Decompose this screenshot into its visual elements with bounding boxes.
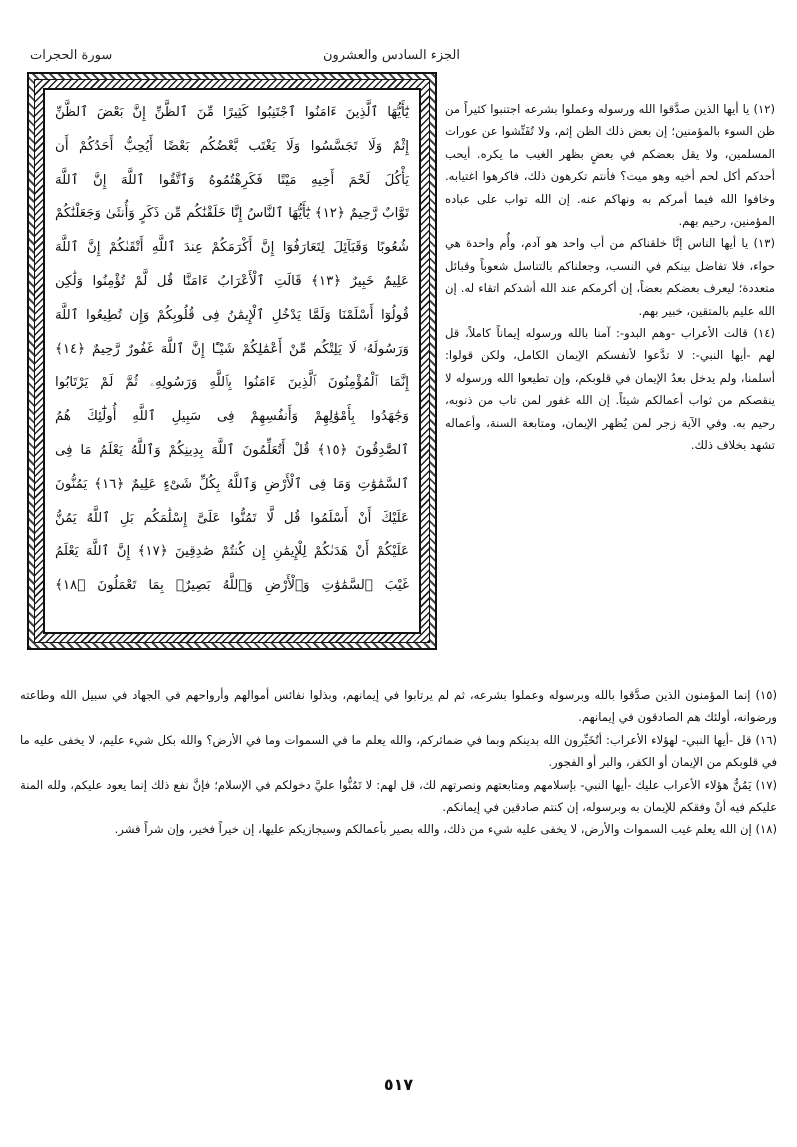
tafsir-paragraph: (١٤) قالت الأعراب -وهم البدو-: آمنا بالله ورسوله إيماناً كاملاً، قل لهم -أيها النبي-: لا تدَّعوا لأنفسكم الإيمان الكامل، ولكن قولوا: أسلمنا، ولم يدخل بعدُ الإيمان في قلوبكم، وإن تطيعوا الله ورسوله لا ينقصكم من ثواب أعمالكم شيئاً. إن الله غفور لمن تاب من ذنوبه، رحيم به. وفي الآية زجر لمن يُظهر الإيمان، ومتابعة السنة، وأعماله تشهد بخلاف ذلك. — [445, 326, 775, 453]
tafsir-column — [445, 98, 775, 457]
tafsir-paragraph: (١٨) إن الله يعلم غيب السموات والأرض، لا يخفى عليه شيء من ذلك، والله بصير بأعمالكم وسيجازيكم عليها، إن خيراً فخير، وإن شراً فشر. — [114, 822, 777, 837]
quran-text-panel — [43, 88, 421, 634]
quran-line: غَيْبَ ٱلسَّمَٰوَٰتِ وَٱلْأَرْضِ وَٱللَّهُ بَصِيرٌۢ بِمَا تَعْمَلُونَ ﴿١٨﴾ — [55, 578, 409, 594]
tafsir-paragraph: (١٦) قل -أيها النبي- لهؤلاء الأعراب: أتُخَبِّرون الله بدينكم وبما في ضمائركم، والله يعلم ما في السموات وما في الأرض؟ والله بكل شيء عليم، لا يخفى عليه ما في قلوبكم من الإيمان أو الكفر، والبر أو الفجور. — [20, 732, 777, 770]
quran-line: إِثْمٌ وَلَا تَجَسَّسُوا وَلَا يَغْتَب بَّعْضُكُم بَعْضًا أَيُحِبُّ أَحَدُكُمْ أَن — [55, 138, 409, 154]
tafsir-paragraph: (١٣) يا أيها الناس إنَّا خلقناكم من أب واحد هو آدم، وأُم واحدة هي حواء، فلا تفاضل بينكم في النسب، وجعلناكم بالتناسل شعوباً وقبائل متعددة؛ ليعرف بعضكم بعضاً، إن أكرمكم عند الله أشدكم اتقاء له. إن الله عليم بالمتقين، خبير بهم. — [445, 236, 775, 318]
tafsir-full-width — [20, 684, 777, 841]
surah-title: سورة الحجرات — [30, 48, 113, 63]
quran-line: قُولُوٓا أَسْلَمْنَا وَلَمَّا يَدْخُلِ ٱلْإِيمَٰنُ فِى قُلُوبِكُمْ وَإِن تُطِيعُوا ٱللَّهَ — [55, 307, 409, 323]
quran-line: تَوَّابٌ رَّحِيمٌ ﴿١٢﴾ يَٰٓأَيُّهَا ٱلنَّاسُ إِنَّا خَلَقْنَٰكُم مِّن ذَكَرٍ وَأُنثَىٰ وَجَعَلْنَٰكُمْ — [55, 206, 409, 222]
mushaf-frame — [27, 72, 437, 650]
quran-line: عَلَيْكُمْ أَنْ هَدَىٰكُمْ لِلْإِيمَٰنِ إِن كُنتُمْ صَٰدِقِينَ ﴿١٧﴾ إِنَّ ٱللَّهَ يَعْلَمُ — [55, 544, 409, 560]
page-header — [30, 48, 460, 70]
quran-line: شُعُوبًا وَقَبَآئِلَ لِتَعَارَفُوٓا إِنَّ أَكْرَمَكُمْ عِندَ ٱللَّهِ أَتْقَىٰكُمْ إِنَّ ٱللَّهَ — [55, 240, 409, 256]
quran-line: عَلِيمٌ خَبِيرٌ ﴿١٣﴾ قَالَتِ ٱلْأَعْرَابُ ءَامَنَّا قُل لَّمْ تُؤْمِنُوا وَلَٰكِن — [55, 273, 409, 289]
tafsir-paragraph: (١٥) إنما المؤمنون الذين صدَّقوا بالله وبرسوله وعملوا بشرعه، ثم لم يرتابوا في إيمانهم، وبذلوا نفائس أموالهم وأرواحهم في الجهاد في سبيل الله وطاعته ورضوانه، أولئك هم الصادقون في إيمانهم. — [20, 688, 777, 725]
tafsir-paragraph: (١٧) يَمُنُّ هؤلاء الأعراب عليك -أيها النبي- بإسلامهم ومتابعتهم ونصرتهم لك، قل لهم: لا تَمُنُّوا عليَّ دخولكم في الإسلام؛ فإنَّ نفع ذلك إنما يعود عليكم، ولله المنة عليكم فيه أنْ وفقكم للإيمان به وبرسوله، إن كنتم صادقين في إيمانكم. — [20, 777, 777, 815]
quran-line: يَأْكُلَ لَحْمَ أَخِيهِ مَيْتًا فَكَرِهْتُمُوهُ وَٱتَّقُوا ٱللَّهَ إِنَّ ٱللَّهَ — [55, 172, 409, 188]
quran-line: وَرَسُولَهُۥ لَا يَلِتْكُم مِّنْ أَعْمَٰلِكُمْ شَيْـًٔا إِنَّ ٱللَّهَ غَفُورٌ رَّحِيمٌ ﴿١٤﴾ — [55, 341, 409, 357]
juz-title: الجزء السادس والعشرون — [322, 48, 460, 63]
quran-line: يَٰٓأَيُّهَا ٱلَّذِينَ ءَامَنُوا ٱجْتَنِبُوا كَثِيرًا مِّنَ ٱلظَّنِّ إِنَّ بَعْضَ ٱلظَّنِّ — [55, 105, 409, 120]
quran-line: وَجَٰهَدُوا بِأَمْوَٰلِهِمْ وَأَنفُسِهِمْ فِى سَبِيلِ ٱللَّهِ أُولَٰٓئِكَ هُمُ — [55, 409, 409, 425]
quran-line: ٱلسَّمَٰوَٰتِ وَمَا فِى ٱلْأَرْضِ وَٱللَّهُ بِكُلِّ شَىْءٍ عَلِيمٌ ﴿١٦﴾ يَمُنُّونَ — [55, 476, 409, 492]
quran-line: إِنَّمَا ٱلْمُؤْمِنُونَ ٱلَّذِينَ ءَامَنُوا بِٱللَّهِ وَرَسُولِهِۦ ثُمَّ لَمْ يَرْتَابُوا — [55, 375, 409, 391]
page-number: ٥١٧ — [383, 1075, 414, 1094]
quran-line: ٱلصَّٰدِقُونَ ﴿١٥﴾ قُلْ أَتُعَلِّمُونَ ٱللَّهَ بِدِينِكُمْ وَٱللَّهُ يَعْلَمُ مَا فِى — [55, 442, 409, 458]
quran-line: عَلَيْكَ أَنْ أَسْلَمُوا قُل لَّا تَمُنُّوا عَلَىَّ إِسْلَٰمَكُم بَلِ ٱللَّهُ يَمُنُّ — [55, 510, 409, 526]
tafsir-paragraph: (١٢) يا أيها الذين صدَّقوا الله ورسوله وعملوا بشرعه اجتنبوا كثيراً من ظن السوء بالمؤمنين؛ إن بعض ذلك الظن إثم، ولا تُفَتِّشوا عن عورات المسلمين، ولا يقل بعضكم في بعضٍ بظهر الغيب ما يكره. أيحب أحدكم أكل لحم أخيه وهو ميت؟ فأنتم تكرهون ذلك، فاكرهوا اغتيابه. وخافوا الله فيما أمركم به ونهاكم عنه. إن الله تواب على عباده المؤمنين، رحيم بهم. — [445, 102, 775, 229]
